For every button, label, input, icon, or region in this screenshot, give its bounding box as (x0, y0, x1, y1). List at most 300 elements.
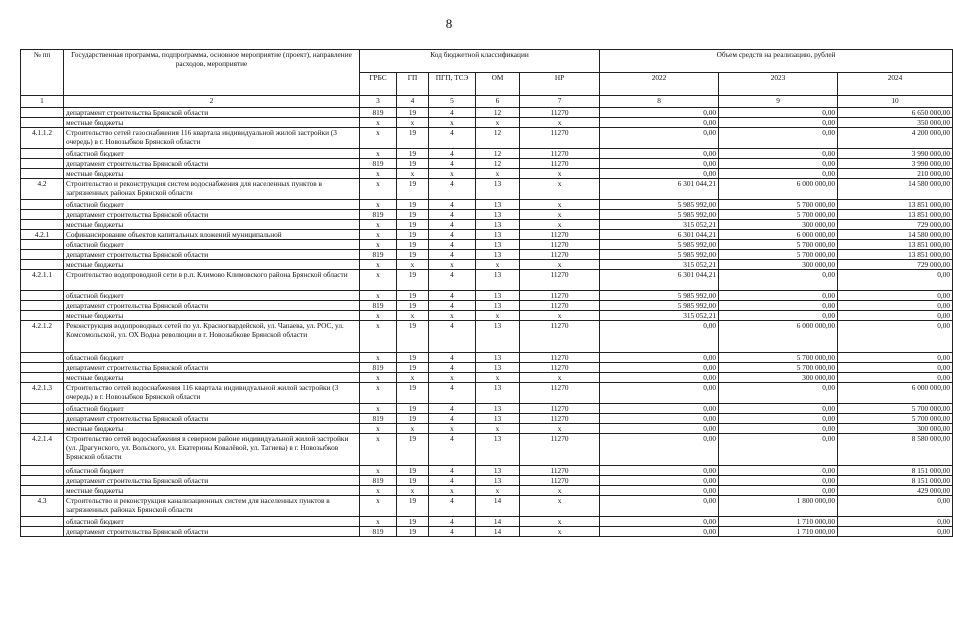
row-number (21, 476, 64, 486)
code-nr: 11270 (520, 363, 600, 373)
amount-2022: 0,00 (600, 149, 719, 159)
code-nr: x (520, 220, 600, 230)
table-row (21, 353, 953, 363)
header-index: 9 (719, 96, 838, 108)
code-gp: 19 (397, 108, 429, 118)
table-row (21, 363, 953, 373)
row-number: 4.3 (21, 496, 64, 517)
amount-2024: 14 580 000,00 (838, 230, 953, 240)
code-nr: x (520, 373, 600, 383)
code-gp: 19 (397, 414, 429, 424)
code-grbs: x (360, 424, 397, 434)
code-pgp: 4 (429, 291, 476, 301)
code-om: 12 (476, 149, 520, 159)
code-grbs: x (360, 230, 397, 240)
code-om: 13 (476, 179, 520, 200)
code-pgp: 4 (429, 230, 476, 240)
code-pgp: 4 (429, 108, 476, 118)
amount-2023: 300 000,00 (719, 220, 838, 230)
table-row (21, 383, 953, 404)
amount-2024: 0,00 (838, 321, 953, 353)
page-number: 8 (445, 16, 453, 31)
code-grbs: x (360, 128, 397, 149)
table-row (21, 108, 953, 118)
amount-2024: 3 990 000,00 (838, 159, 953, 169)
amount-2022: 0,00 (600, 466, 719, 476)
row-number (21, 118, 64, 128)
table-row (21, 404, 953, 414)
amount-2023: 300 000,00 (719, 373, 838, 383)
amount-2023: 0,00 (719, 404, 838, 414)
code-nr: 11270 (520, 383, 600, 404)
amount-2022: 5 985 992,00 (600, 210, 719, 220)
row-name: местные бюджеты (64, 118, 360, 128)
amount-2022: 0,00 (600, 496, 719, 517)
code-nr: x (520, 210, 600, 220)
row-name: местные бюджеты (64, 311, 360, 321)
amount-2023: 6 000 000,00 (719, 230, 838, 240)
code-grbs: x (360, 486, 397, 496)
code-nr: 11270 (520, 128, 600, 149)
amount-2024: 5 700 000,00 (838, 404, 953, 414)
code-pgp: 4 (429, 383, 476, 404)
code-gp: 19 (397, 240, 429, 250)
row-number (21, 424, 64, 434)
header-index: 4 (397, 96, 429, 108)
row-number: 4.2.1.3 (21, 383, 64, 404)
code-pgp: 4 (429, 321, 476, 353)
amount-2022: 0,00 (600, 128, 719, 149)
code-nr: 11270 (520, 466, 600, 476)
row-number (21, 466, 64, 476)
row-number: 4.2.1.4 (21, 434, 64, 466)
amount-2023: 0,00 (719, 270, 838, 291)
row-name: областной бюджет (64, 149, 360, 159)
row-name: местные бюджеты (64, 260, 360, 270)
header-index: 6 (476, 96, 520, 108)
code-gp: 19 (397, 159, 429, 169)
amount-2024: 0,00 (838, 527, 953, 537)
code-grbs: x (360, 373, 397, 383)
amount-2024: 13 851 000,00 (838, 210, 953, 220)
code-nr: 11270 (520, 476, 600, 486)
amount-2022: 315 052,21 (600, 220, 719, 230)
code-om: 13 (476, 383, 520, 404)
code-om: x (476, 486, 520, 496)
code-om: 13 (476, 291, 520, 301)
amount-2023: 0,00 (719, 434, 838, 466)
code-om: 13 (476, 414, 520, 424)
row-number: 4.2.1 (21, 230, 64, 240)
amount-2023: 300 000,00 (719, 260, 838, 270)
code-om: x (476, 424, 520, 434)
budget-table (20, 49, 953, 537)
row-number: 4.1.1.2 (21, 128, 64, 149)
row-number (21, 404, 64, 414)
row-name: местные бюджеты (64, 169, 360, 179)
row-name: Строительство сетей газоснабжения 116 квартала индивидуальной жилой застройки (3 очередь) в г. Новозыбков Брянской области (64, 128, 360, 149)
amount-2024: 429 000,00 (838, 486, 953, 496)
row-name: Реконструкция водопроводных сетей по ул. Красногвардейской, ул. Чапаева, ул. РОС, ул. Комсомольской, ул. ОХ Водна революции в г. Новозыбкове Брянской области (64, 321, 360, 353)
amount-2024: 0,00 (838, 373, 953, 383)
code-pgp: 4 (429, 476, 476, 486)
amount-2023: 0,00 (719, 311, 838, 321)
amount-2022: 5 985 992,00 (600, 250, 719, 260)
code-grbs: x (360, 149, 397, 159)
row-name: департамент строительства Брянской области (64, 527, 360, 537)
code-om: x (476, 169, 520, 179)
code-pgp: 4 (429, 200, 476, 210)
row-name: областной бюджет (64, 200, 360, 210)
code-pgp: 4 (429, 527, 476, 537)
amount-2022: 0,00 (600, 373, 719, 383)
amount-2023: 0,00 (719, 383, 838, 404)
row-name: департамент строительства Брянской области (64, 414, 360, 424)
code-gp: 19 (397, 291, 429, 301)
amount-2022: 315 052,21 (600, 260, 719, 270)
header-index: 3 (360, 96, 397, 108)
header-2024: 2024 (838, 73, 953, 96)
amount-2022: 0,00 (600, 118, 719, 128)
code-gp: 19 (397, 517, 429, 527)
table-row (21, 321, 953, 353)
code-gp: x (397, 424, 429, 434)
code-om: x (476, 118, 520, 128)
code-gp: 19 (397, 321, 429, 353)
amount-2024: 0,00 (838, 270, 953, 291)
code-nr: 11270 (520, 434, 600, 466)
row-name: департамент строительства Брянской области (64, 159, 360, 169)
code-grbs: x (360, 118, 397, 128)
code-om: 13 (476, 240, 520, 250)
code-nr: 11270 (520, 240, 600, 250)
row-number (21, 486, 64, 496)
row-number (21, 159, 64, 169)
amount-2024: 5 700 000,00 (838, 414, 953, 424)
amount-2024: 8 580 000,00 (838, 434, 953, 466)
code-om: 14 (476, 527, 520, 537)
code-nr: x (520, 260, 600, 270)
row-name: областной бюджет (64, 517, 360, 527)
row-number (21, 108, 64, 118)
amount-2023: 0,00 (719, 149, 838, 159)
code-grbs: 819 (360, 301, 397, 311)
code-grbs: x (360, 169, 397, 179)
code-gp: x (397, 373, 429, 383)
code-om: 12 (476, 159, 520, 169)
row-name: местные бюджеты (64, 220, 360, 230)
amount-2022: 0,00 (600, 353, 719, 363)
code-om: x (476, 260, 520, 270)
code-grbs: 819 (360, 363, 397, 373)
row-name: местные бюджеты (64, 486, 360, 496)
code-grbs: x (360, 270, 397, 291)
amount-2024: 350 000,00 (838, 118, 953, 128)
table-row (21, 270, 953, 291)
code-om: 13 (476, 321, 520, 353)
amount-2024: 729 000,00 (838, 260, 953, 270)
amount-2022: 0,00 (600, 527, 719, 537)
code-nr: x (520, 527, 600, 537)
table-row (21, 250, 953, 260)
amount-2023: 1 710 000,00 (719, 517, 838, 527)
row-name: департамент строительства Брянской области (64, 108, 360, 118)
code-grbs: x (360, 179, 397, 200)
amount-2023: 5 700 000,00 (719, 353, 838, 363)
table-row (21, 291, 953, 301)
amount-2024: 13 851 000,00 (838, 200, 953, 210)
amount-2023: 0,00 (719, 159, 838, 169)
amount-2023: 0,00 (719, 414, 838, 424)
header-nr: НР (520, 73, 600, 96)
code-grbs: x (360, 383, 397, 404)
code-om: 14 (476, 517, 520, 527)
amount-2022: 0,00 (600, 321, 719, 353)
header-amount-group: Объем средств на реализацию, рублей (600, 50, 953, 73)
code-om: 13 (476, 250, 520, 260)
code-gp: 19 (397, 527, 429, 537)
amount-2024: 0,00 (838, 291, 953, 301)
table-row (21, 311, 953, 321)
amount-2022: 5 985 992,00 (600, 291, 719, 301)
code-grbs: x (360, 311, 397, 321)
header-om: ОМ (476, 73, 520, 96)
header-program: Государственная программа, подпрограмма, основное мероприятие (проект), направление расходов, мероприятие (64, 50, 360, 96)
table-body (21, 108, 953, 537)
code-pgp: 4 (429, 250, 476, 260)
code-gp: 19 (397, 220, 429, 230)
code-om: 13 (476, 210, 520, 220)
code-nr: 11270 (520, 414, 600, 424)
header-no: № пп (21, 50, 64, 96)
code-gp: 19 (397, 200, 429, 210)
code-om: 13 (476, 220, 520, 230)
code-grbs: x (360, 200, 397, 210)
amount-2023: 1 710 000,00 (719, 527, 838, 537)
header-2023: 2023 (719, 73, 838, 96)
header-pgp: ПГП, ТСЭ (429, 73, 476, 96)
code-gp: x (397, 311, 429, 321)
code-nr: 11270 (520, 230, 600, 240)
table-row (21, 179, 953, 200)
row-number: 4.2.1.1 (21, 270, 64, 291)
row-number (21, 240, 64, 250)
table-row (21, 200, 953, 210)
table-row (21, 128, 953, 149)
row-name: департамент строительства Брянской области (64, 476, 360, 486)
code-pgp: 4 (429, 496, 476, 517)
code-om: 12 (476, 128, 520, 149)
row-number (21, 311, 64, 321)
code-grbs: x (360, 517, 397, 527)
code-gp: 19 (397, 128, 429, 149)
row-name: департамент строительства Брянской области (64, 210, 360, 220)
code-nr: 11270 (520, 404, 600, 414)
code-grbs: 819 (360, 476, 397, 486)
amount-2023: 5 700 000,00 (719, 200, 838, 210)
code-om: 13 (476, 301, 520, 311)
code-grbs: x (360, 220, 397, 230)
amount-2023: 0,00 (719, 128, 838, 149)
amount-2023: 0,00 (719, 476, 838, 486)
code-gp: 19 (397, 210, 429, 220)
amount-2024: 3 990 000,00 (838, 149, 953, 159)
row-name: Софинансирование объектов капитальных вложений муниципальной (64, 230, 360, 240)
table-row (21, 414, 953, 424)
code-nr: x (520, 424, 600, 434)
code-nr: 11270 (520, 250, 600, 260)
code-pgp: 4 (429, 301, 476, 311)
code-gp: x (397, 486, 429, 496)
table-row (21, 159, 953, 169)
code-om: 13 (476, 434, 520, 466)
amount-2022: 6 301 044,21 (600, 270, 719, 291)
code-gp: 19 (397, 404, 429, 414)
amount-2022: 0,00 (600, 424, 719, 434)
table-row (21, 149, 953, 159)
code-grbs: 819 (360, 210, 397, 220)
row-name: местные бюджеты (64, 424, 360, 434)
amount-2024: 0,00 (838, 311, 953, 321)
amount-2022: 0,00 (600, 108, 719, 118)
code-grbs: 819 (360, 527, 397, 537)
row-number (21, 353, 64, 363)
code-om: 12 (476, 108, 520, 118)
code-grbs: x (360, 404, 397, 414)
code-pgp: 4 (429, 517, 476, 527)
amount-2022: 0,00 (600, 363, 719, 373)
amount-2022: 0,00 (600, 434, 719, 466)
amount-2022: 315 052,21 (600, 311, 719, 321)
row-name: областной бюджет (64, 404, 360, 414)
amount-2023: 6 000 000,00 (719, 179, 838, 200)
amount-2024: 300 000,00 (838, 424, 953, 434)
row-name: Строительство сетей водоснабжения в северном районе индивидуальной жилой застройки (ул. Драгунского, ул. Вольского, ул. Екатерины Ковалёвой, ул. Тагиева) в г. Новозыбков Брянской области (64, 434, 360, 466)
amount-2024: 13 851 000,00 (838, 250, 953, 260)
code-gp: 19 (397, 353, 429, 363)
row-name: областной бюджет (64, 353, 360, 363)
code-nr: x (520, 517, 600, 527)
table-row (21, 118, 953, 128)
table-row (21, 301, 953, 311)
code-grbs: x (360, 260, 397, 270)
table-row (21, 210, 953, 220)
amount-2024: 13 851 000,00 (838, 240, 953, 250)
code-om: 13 (476, 476, 520, 486)
amount-2023: 0,00 (719, 486, 838, 496)
code-pgp: 4 (429, 128, 476, 149)
amount-2024: 8 151 000,00 (838, 466, 953, 476)
code-gp: 19 (397, 250, 429, 260)
code-gp: 19 (397, 149, 429, 159)
amount-2023: 6 000 000,00 (719, 321, 838, 353)
code-gp: x (397, 118, 429, 128)
header-index: 5 (429, 96, 476, 108)
code-grbs: x (360, 353, 397, 363)
code-gp: 19 (397, 230, 429, 240)
table-row (21, 260, 953, 270)
amount-2023: 0,00 (719, 118, 838, 128)
code-pgp: x (429, 373, 476, 383)
code-gp: 19 (397, 496, 429, 517)
amount-2022: 5 985 992,00 (600, 200, 719, 210)
code-pgp: x (429, 118, 476, 128)
table-row (21, 230, 953, 240)
amount-2022: 0,00 (600, 383, 719, 404)
row-number (21, 149, 64, 159)
row-number (21, 291, 64, 301)
code-grbs: x (360, 496, 397, 517)
header-code-group: Код бюджетной классификации (360, 50, 600, 73)
code-gp: 19 (397, 363, 429, 373)
table-row (21, 220, 953, 230)
amount-2022: 0,00 (600, 404, 719, 414)
header-index: 10 (838, 96, 953, 108)
code-pgp: x (429, 169, 476, 179)
table-row (21, 466, 953, 476)
amount-2022: 0,00 (600, 159, 719, 169)
table-row (21, 527, 953, 537)
header-index: 2 (64, 96, 360, 108)
code-nr: 11270 (520, 159, 600, 169)
code-om: x (476, 311, 520, 321)
code-nr: 11270 (520, 353, 600, 363)
code-pgp: 4 (429, 240, 476, 250)
amount-2024: 0,00 (838, 496, 953, 517)
code-pgp: 4 (429, 149, 476, 159)
code-pgp: x (429, 486, 476, 496)
header-2022: 2022 (600, 73, 719, 96)
code-nr: x (520, 169, 600, 179)
row-name: департамент строительства Брянской области (64, 363, 360, 373)
code-om: 13 (476, 363, 520, 373)
amount-2024: 4 200 000,00 (838, 128, 953, 149)
code-grbs: 819 (360, 414, 397, 424)
code-gp: 19 (397, 476, 429, 486)
row-number (21, 517, 64, 527)
table-row (21, 486, 953, 496)
code-om: x (476, 373, 520, 383)
amount-2022: 0,00 (600, 476, 719, 486)
amount-2023: 5 700 000,00 (719, 210, 838, 220)
amount-2023: 0,00 (719, 466, 838, 476)
code-pgp: 4 (429, 353, 476, 363)
code-om: 13 (476, 404, 520, 414)
row-name: областной бюджет (64, 291, 360, 301)
amount-2024: 0,00 (838, 363, 953, 373)
header-gp: ГП (397, 73, 429, 96)
code-gp: 19 (397, 383, 429, 404)
code-nr: x (520, 486, 600, 496)
code-pgp: 4 (429, 363, 476, 373)
row-number (21, 169, 64, 179)
amount-2022: 0,00 (600, 517, 719, 527)
code-gp: 19 (397, 434, 429, 466)
code-pgp: 4 (429, 179, 476, 200)
code-gp: 19 (397, 301, 429, 311)
row-name: Строительство и реконструкция систем водоснабжения для населенных пунктов в загрязненных районах Брянской области (64, 179, 360, 200)
code-nr: 11270 (520, 321, 600, 353)
code-om: 13 (476, 200, 520, 210)
code-grbs: x (360, 291, 397, 301)
amount-2022: 0,00 (600, 414, 719, 424)
amount-2024: 0,00 (838, 517, 953, 527)
row-number (21, 210, 64, 220)
code-gp: x (397, 260, 429, 270)
code-nr: 11270 (520, 291, 600, 301)
header-index: 7 (520, 96, 600, 108)
row-name: Строительство сетей водоснабжения 116 квартала индивидуальной жилой застройки (3 очередь) в г. Новозыбков Брянской области (64, 383, 360, 404)
